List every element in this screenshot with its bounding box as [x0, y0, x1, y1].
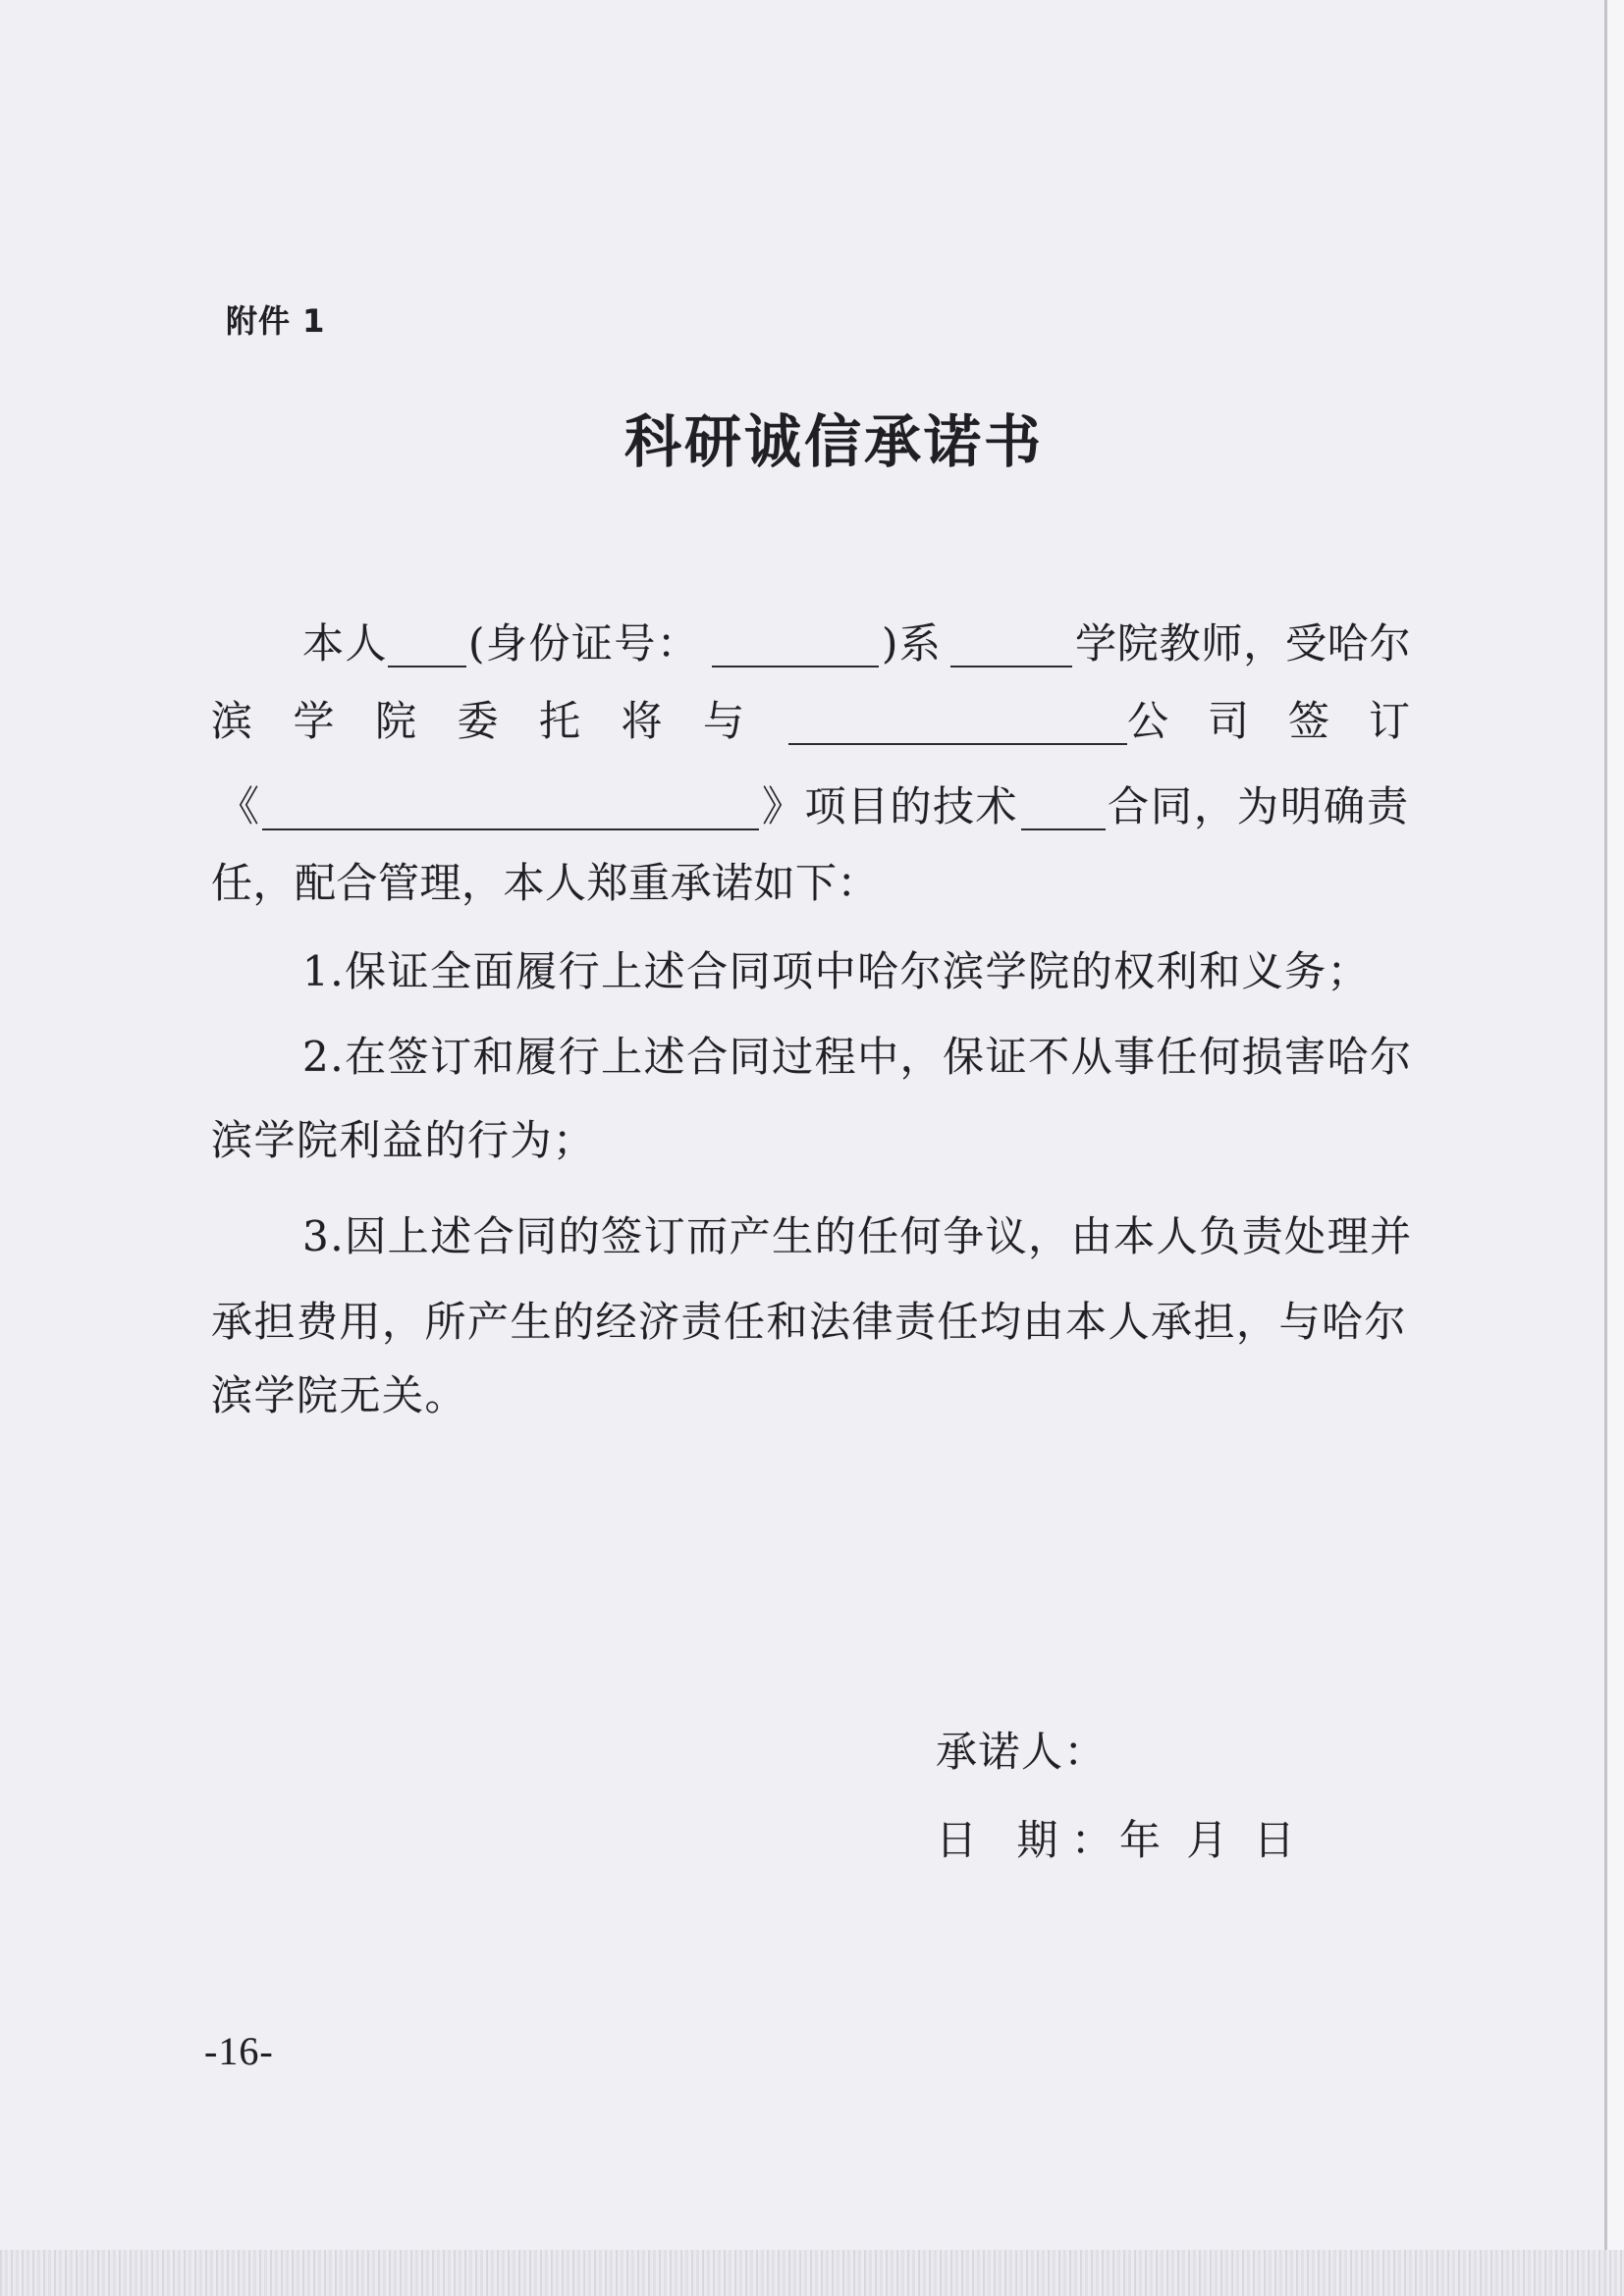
intro-text-project-tech: 》项目的技术: [762, 782, 1019, 830]
commitment-item-line: 1.保证全面履行上述合同项中哈尔滨学院的权利和义务；: [302, 947, 1371, 995]
scan-bottom-band: [0, 2250, 1624, 2296]
id-number-blank: [712, 623, 879, 667]
intro-text-entrusted: 滨学院委托将与: [211, 697, 785, 745]
promisor-label: 承诺人：: [936, 1728, 1108, 1776]
intro-text-company-sign: 公司签订: [1127, 697, 1450, 745]
college-blank: [950, 623, 1072, 667]
intro-text-self: 本人: [302, 619, 389, 667]
company-blank: [788, 701, 1127, 745]
date-fields: 年 月 日: [1119, 1816, 1302, 1864]
name-blank: [388, 623, 466, 667]
intro-text-pledge: 任，配合管理，本人郑重承诺如下：: [211, 859, 880, 907]
date-label: 日 期：: [936, 1816, 1126, 1864]
intro-text-open-bracket: 《: [218, 782, 261, 830]
commitment-item-line: 滨学院利益的行为；: [211, 1116, 596, 1164]
scan-right-margin: [1607, 0, 1624, 2296]
commitment-item-line: 承担费用，所产生的经济责任和法律责任均由本人承担，与哈尔: [211, 1298, 1408, 1346]
commitment-item-line: 滨学院无关。: [211, 1371, 468, 1419]
intro-text-id-label: (身份证号：: [468, 619, 700, 667]
page-number: -16-: [204, 2029, 274, 2073]
intro-text-belongs: )系: [882, 619, 943, 667]
intro-text-contract: 合同，为明确责: [1108, 782, 1411, 830]
attachment-label: 附件 1: [226, 302, 326, 340]
commitment-item-line: 3.因上述合同的签订而产生的任何争议，由本人负责处理并: [302, 1212, 1413, 1260]
commitment-item-line: 2.在签订和履行上述合同过程中，保证不从事任何损害哈尔: [302, 1033, 1413, 1081]
project-name-blank: [262, 786, 759, 830]
intro-text-college-teacher: 学院教师，受哈尔: [1075, 619, 1412, 667]
document-title: 科研诚信承诺书: [624, 408, 1045, 475]
contract-type-blank: [1021, 786, 1106, 830]
